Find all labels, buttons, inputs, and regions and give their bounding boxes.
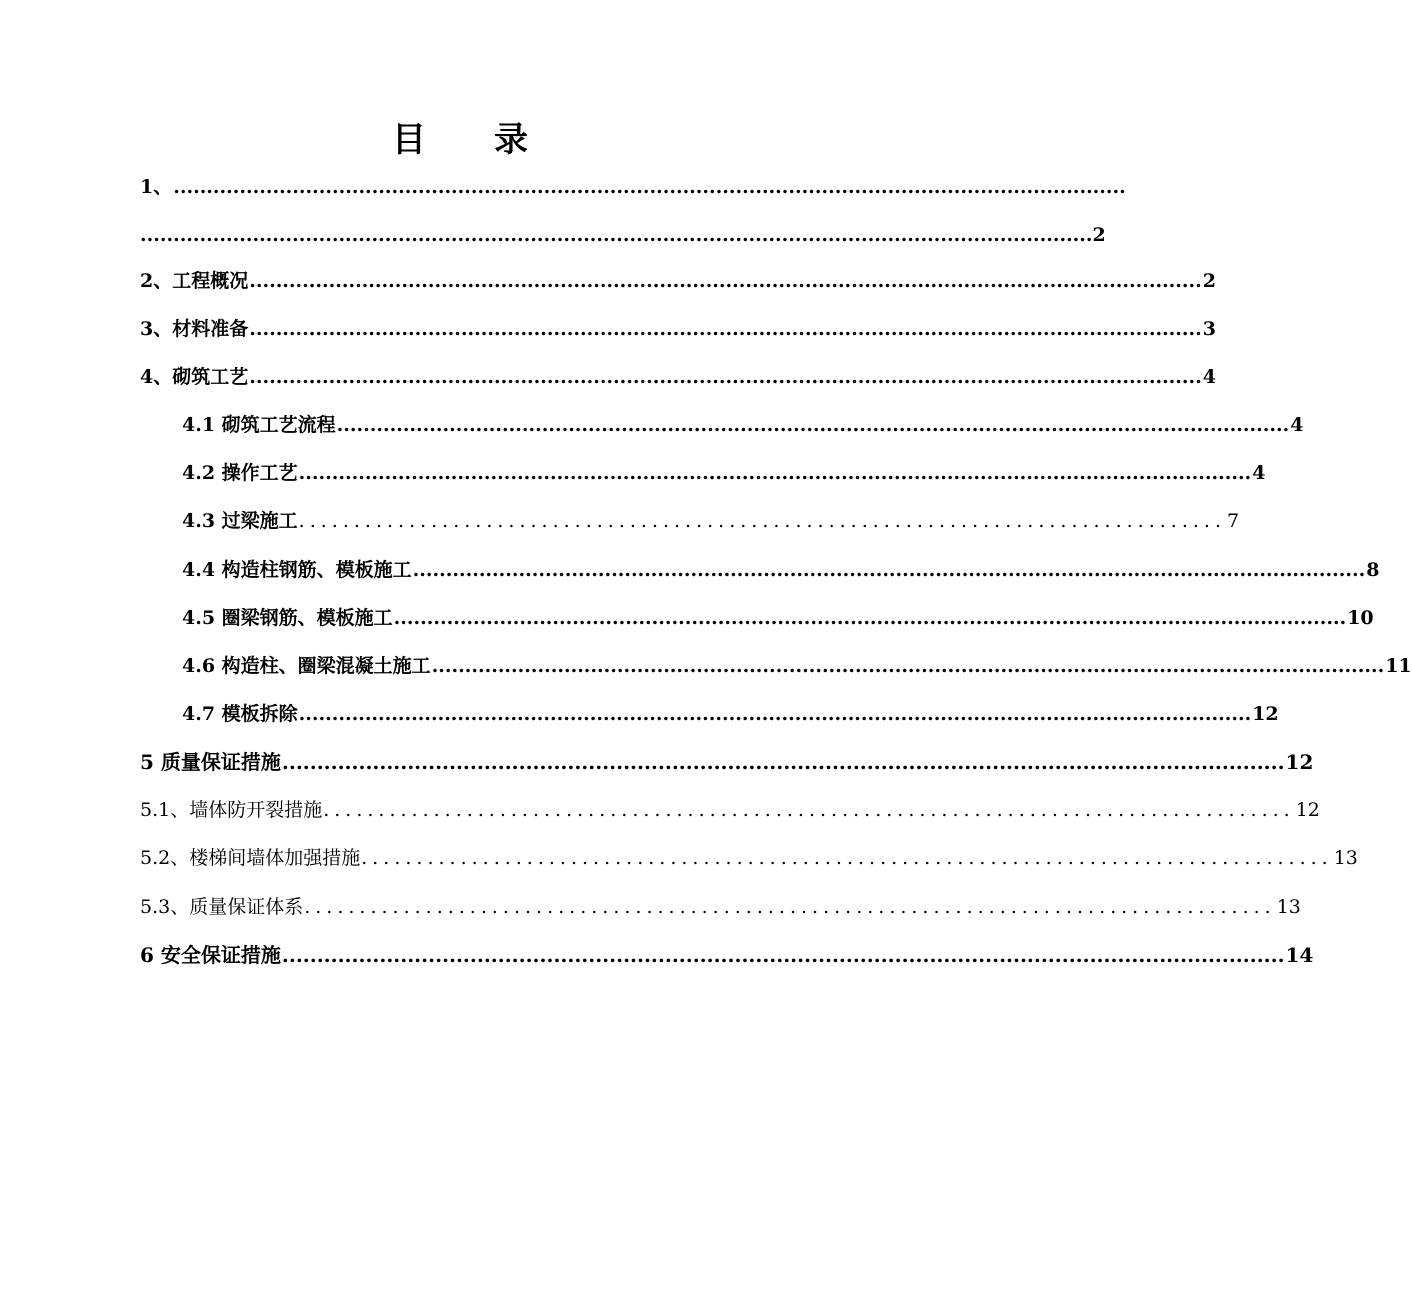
toc-dot-leader: ................................................................................................................................................ — [281, 750, 1285, 774]
toc-page-number: 11 — [1385, 655, 1412, 677]
toc-entry-1-continuation[interactable] — [140, 220, 1106, 250]
toc-dot-leader: .................................................................................... — [298, 510, 1226, 532]
toc-entry-label: 1、 — [140, 176, 173, 198]
toc-dot-leader: ................................................................................................................................................ — [281, 943, 1285, 967]
toc-entry-4-2[interactable] — [182, 458, 1266, 488]
toc-entry-label: 5.1、墙体防开裂措施 — [140, 799, 323, 821]
toc-dot-leader: ................................................................................................................................................ — [298, 703, 1252, 725]
toc-dot-leader: ................................................................................................................................................ — [140, 224, 1093, 246]
toc-page-number: 12 — [1252, 703, 1279, 725]
toc-page-number: 12 — [1295, 799, 1320, 821]
toc-dot-leader: ................................................................................................................................................ — [249, 270, 1202, 292]
toc-entry-4-7[interactable] — [182, 699, 1279, 729]
toc-dot-leader: ................................................................................................................................................ — [298, 462, 1252, 484]
toc-entry-5-3[interactable] — [140, 892, 1301, 922]
toc-dot-leader: ................................................................................................................................................ — [249, 366, 1202, 388]
toc-entry-4-1[interactable] — [182, 410, 1304, 440]
toc-entry-5-1[interactable] — [140, 795, 1320, 825]
toc-entry-4-3[interactable] — [182, 506, 1240, 536]
toc-dot-leader: ................................................................................................................................................ — [173, 176, 1126, 198]
toc-dot-leader: ........................................................................................ — [304, 896, 1276, 918]
toc-entry-1[interactable] — [140, 172, 1126, 202]
toc-page-number: 13 — [1276, 896, 1301, 918]
toc-page-number: 2 — [1092, 224, 1106, 246]
toc-entry-5-2[interactable] — [140, 843, 1358, 873]
toc-entry-4-6[interactable] — [182, 651, 1412, 681]
toc-entry-2[interactable] — [140, 266, 1216, 296]
toc-page-number: 14 — [1285, 943, 1314, 967]
toc-title: 目 录 — [392, 120, 545, 160]
toc-page-number: 12 — [1285, 750, 1314, 774]
toc-page-number: 13 — [1333, 847, 1358, 869]
toc-page-number: 3 — [1202, 318, 1216, 340]
toc-dot-leader: ................................................................................................................................................ — [249, 318, 1202, 340]
toc-entry-4[interactable] — [140, 362, 1216, 392]
toc-dot-leader: ........................................................................................ — [323, 799, 1295, 821]
toc-page-number: 4 — [1202, 366, 1216, 388]
toc-entry-label: 5.2、楼梯间墙体加强措施 — [140, 847, 361, 869]
toc-entry-label: 4.4 构造柱钢筋、模板施工 — [182, 559, 412, 581]
toc-dot-leader: ................................................................................................................................................ — [336, 414, 1290, 436]
toc-page-number: 2 — [1202, 270, 1216, 292]
toc-page-number: 8 — [1366, 559, 1380, 581]
toc-entry-4-5[interactable] — [182, 603, 1374, 633]
toc-page-number: 7 — [1227, 510, 1240, 532]
toc-page-number: 10 — [1347, 607, 1374, 629]
toc-dot-leader: ................................................................................................................................................ — [431, 655, 1385, 677]
toc-page-number: 4 — [1290, 414, 1304, 436]
toc-dot-leader: ........................................................................................ — [361, 847, 1333, 869]
toc-entry-label: 4、砌筑工艺 — [140, 366, 249, 388]
toc-dot-leader: ................................................................................................................................................ — [412, 559, 1366, 581]
toc-entry-3[interactable] — [140, 314, 1216, 344]
toc-entry-4-4[interactable] — [182, 555, 1380, 585]
toc-entry-label: 4.7 模板拆除 — [182, 703, 298, 725]
toc-entry-label: 4.1 砌筑工艺流程 — [182, 414, 336, 436]
toc-page-number: 4 — [1252, 462, 1266, 484]
toc-entry-label: 6 安全保证措施 — [140, 943, 281, 967]
toc-entry-label: 5.3、质量保证体系 — [140, 896, 304, 918]
toc-dot-leader: ................................................................................................................................................ — [393, 607, 1347, 629]
toc-entry-label: 4.2 操作工艺 — [182, 462, 298, 484]
toc-entry-label: 4.6 构造柱、圈梁混凝土施工 — [182, 655, 431, 677]
toc-entry-label: 3、材料准备 — [140, 318, 249, 340]
toc-entry-6[interactable] — [140, 940, 1314, 970]
toc-entry-label: 4.5 圈梁钢筋、模板施工 — [182, 607, 393, 629]
toc-entry-label: 4.3 过梁施工 — [182, 510, 298, 532]
toc-entry-label: 5 质量保证措施 — [140, 750, 281, 774]
toc-entry-5[interactable] — [140, 747, 1314, 777]
toc-entry-label: 2、工程概况 — [140, 270, 249, 292]
